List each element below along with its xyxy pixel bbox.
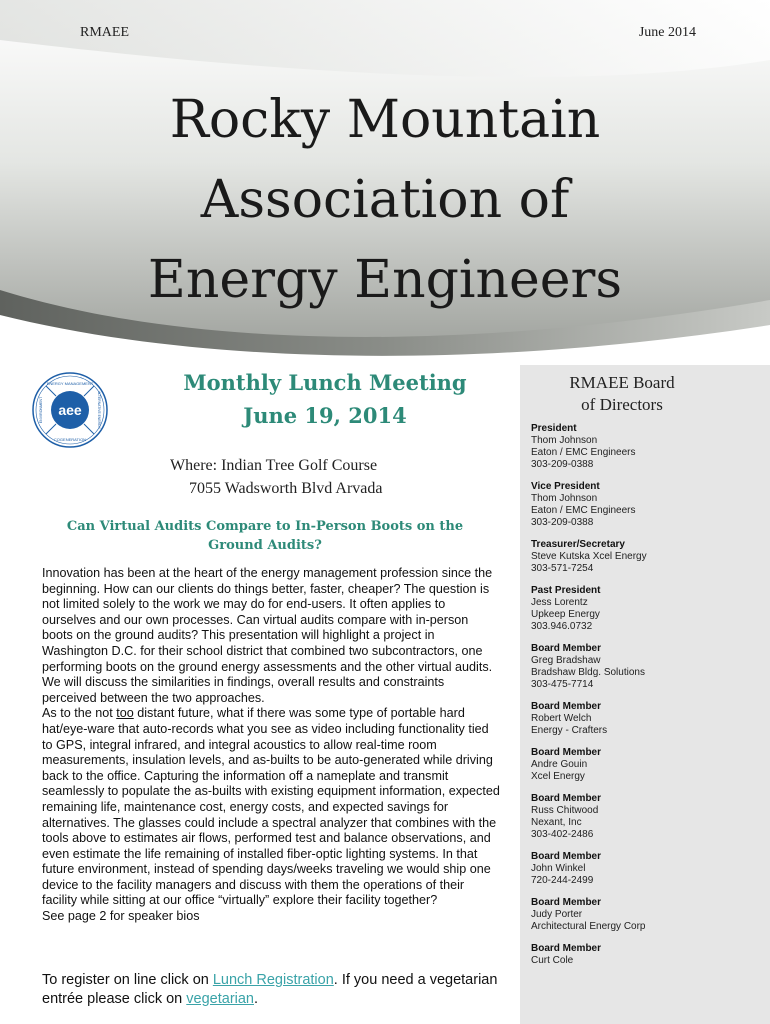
board-heading-line: RMAEE Board (569, 373, 675, 392)
text-run: distant future, what if there was some type of portable hard hat/eye-ware that auto-records what you see as video including functionality tied to GPS, integral infrared, and integral acoustics to allow real-time room measurements, insulation levels, and as-builts to be auto-generated while driving back to the office. Capturing the information off a nameplate and transmit seamlessly to populate the as-builts with existing equipment information, expected remaining life, maintenance cost, energy costs, and expected savings for alternatives. The glasses could include a spectral analyzer that combines with the tools above to estimates air flows, performed test and balance observations, and even estimate the life remaining of installed fiber-optic lighting systems. In that future environment, instead of spending days/weeks traveling we would ship one device to the facility managers and discuss with them the operations of their facility while sitting at our office “virtually” explore their facility together? (42, 706, 500, 908)
location-line: Where: Indian Tree Golf Course (170, 457, 378, 474)
meeting-date: June 19, 2014 (243, 403, 407, 428)
meeting-location (170, 454, 430, 500)
board-member-detail: 303-475-7714 (531, 679, 594, 690)
talk-paragraph: Innovation has been at the heart of the energy management profession since the beginning. How can our clients do things better, faster, cheaper? The question is not limited solely to the work we may do for end-users. It often applies to ourselves and our own processes. Can virtual audits compare with in-person boots on the ground audits? This presentation will highlight a project in Washington D.C. for their school district that combined two subcontractors, one performing boots on the ground energy assessments and the other virtual audits. We will discuss the similarities in findings, overall results and constraints perceived between the two approaches. (42, 566, 493, 705)
board-member (531, 643, 766, 691)
bios-note: See page 2 for speaker bios (42, 909, 200, 924)
board-member-detail: Andre Gouin (531, 759, 588, 770)
meeting-title (160, 366, 490, 432)
board-member-detail: 303-402-2486 (531, 829, 594, 840)
logo-top-text: ENERGY MANAGEMENT (46, 381, 94, 386)
board-member-role: Board Member (531, 851, 602, 862)
board-member-detail: 303-209-0388 (531, 459, 594, 470)
board-member-detail: John Winkel (531, 863, 586, 874)
board-member (531, 539, 766, 575)
board-member-detail: Russ Chitwood (531, 805, 599, 816)
underlined-text: too (116, 706, 134, 721)
board-member (531, 585, 766, 633)
board-heading-line: of Directors (581, 395, 663, 414)
board-member-detail: 720-244-2499 (531, 875, 594, 886)
location-address: 7055 Wadsworth Blvd Arvada (189, 480, 383, 497)
board-member (531, 701, 766, 737)
board-member-detail: Architectural Energy Corp (531, 921, 646, 932)
board-member (531, 793, 766, 841)
org-short-name: RMAEE (80, 25, 129, 40)
board-member (531, 943, 766, 967)
issue-date: June 2014 (638, 25, 696, 40)
text-run: To register on line click on (42, 972, 213, 988)
board-member-detail: Thom Johnson (531, 493, 598, 504)
board-member-role: Board Member (531, 747, 602, 758)
board-member-list (531, 423, 766, 977)
board-member-detail: Bradshaw Bldg. Solutions (531, 667, 645, 678)
talk-paragraph (42, 706, 502, 909)
board-member-detail: 303-571-7254 (531, 563, 594, 574)
board-member-detail: Nexant, Inc (531, 817, 582, 828)
board-member-role: Board Member (531, 793, 602, 804)
board-member-detail: Xcel Energy (531, 771, 585, 782)
text-run: . If you need a vegetarian entrée please click on (42, 972, 498, 1007)
board-member-detail: Judy Porter (531, 909, 583, 920)
board-member-detail: Steve Kutska Xcel Energy (531, 551, 647, 562)
board-member-detail: Upkeep Energy (531, 609, 600, 620)
page-title (0, 80, 770, 320)
board-member-role: Vice President (531, 481, 600, 492)
board-member (531, 481, 766, 529)
vegetarian-link[interactable]: vegetarian (186, 991, 254, 1007)
board-member-role: President (531, 423, 577, 434)
logo-center-text: aee (58, 402, 82, 418)
board-heading (532, 372, 712, 416)
title-line: Association of (200, 170, 570, 230)
board-member (531, 851, 766, 887)
board-member (531, 423, 766, 471)
meeting-title-line: Monthly Lunch Meeting (183, 370, 467, 395)
board-member-detail: Jess Lorentz (531, 597, 588, 608)
aee-logo (32, 372, 108, 448)
board-member-detail: Eaton / EMC Engineers (531, 447, 636, 458)
board-member-role: Board Member (531, 701, 602, 712)
board-member-role: Past President (531, 585, 601, 596)
board-member-detail: 303-209-0388 (531, 517, 594, 528)
text-run: As to the not (42, 706, 117, 721)
board-member-detail: Greg Bradshaw (531, 655, 601, 666)
talk-description (42, 566, 502, 925)
logo-bottom-text: COGENERATION (53, 437, 87, 442)
board-member-detail: Eaton / EMC Engineers (531, 505, 636, 516)
registration-note (42, 971, 512, 1009)
board-member (531, 747, 766, 783)
board-member-role: Board Member (531, 943, 602, 954)
talk-title: Can Virtual Audits Compare to In-Person Boots on the Ground Audits? (66, 519, 464, 553)
board-member-detail: Curt Cole (531, 955, 574, 966)
board-member-role: Board Member (531, 643, 602, 654)
title-line: Energy Engineers (147, 250, 623, 310)
board-member-detail: Robert Welch (531, 713, 592, 724)
text-run: . (254, 991, 259, 1007)
board-member (531, 897, 766, 933)
logo-right-text: ALTERNATIVE ENERGY (97, 391, 101, 429)
lunch-registration-link[interactable]: Lunch Registration (212, 972, 334, 988)
board-member-detail: 303.946.0732 (531, 621, 593, 632)
board-member-detail: Thom Johnson (531, 435, 598, 446)
board-member-role: Treasurer/Secretary (531, 539, 625, 550)
title-line: Rocky Mountain (169, 90, 601, 150)
board-member-role: Board Member (531, 897, 602, 908)
board-member-detail: Energy - Crafters (531, 725, 608, 736)
logo-left-text: ENVIRONMENT (39, 396, 43, 424)
